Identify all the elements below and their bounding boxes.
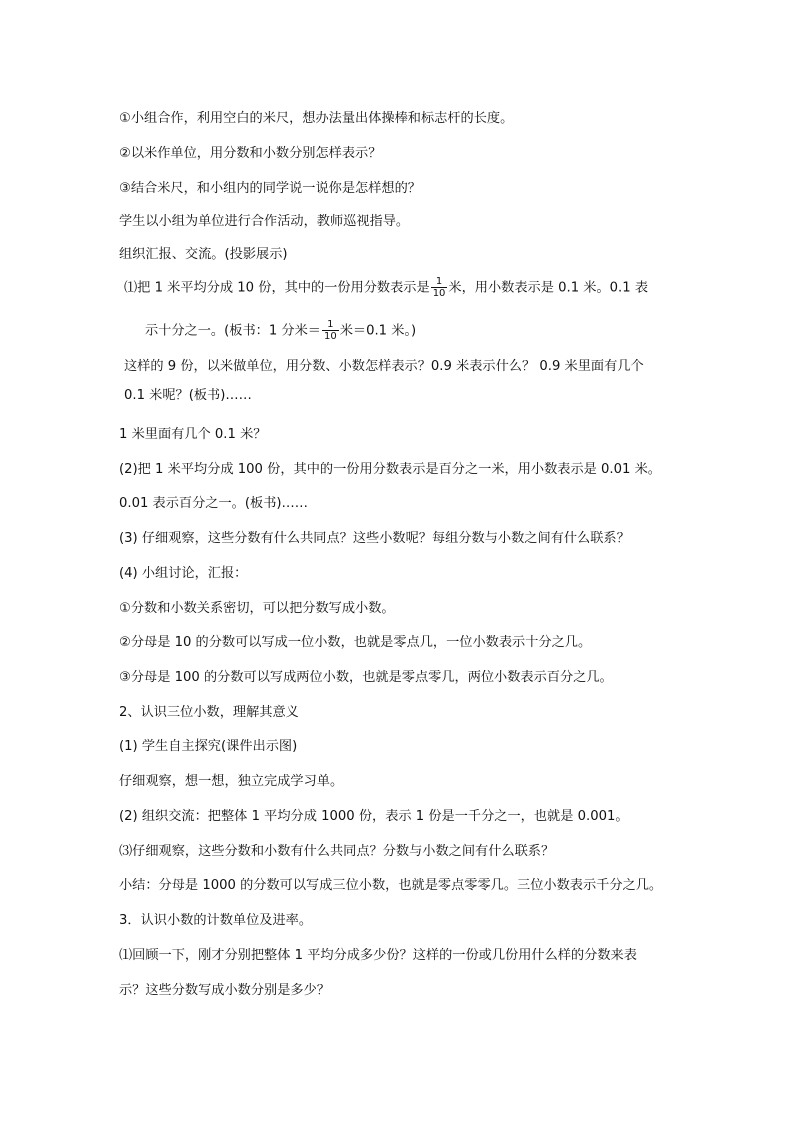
text-line-19: (1) 学生自主探究(课件出示图) (119, 739, 298, 754)
text-line-4: 学生以小组为单位进行合作活动，教师巡视指导。 (119, 214, 410, 229)
text-line-15: ①分数和小数关系密切，可以把分数写成小数。 (119, 601, 395, 616)
text-line-22: ⑶仔细观察，这些分数和小数有什么共同点？分数与小数之间有什么联系？ (119, 844, 555, 859)
fraction-one-tenth-2 (322, 319, 339, 342)
text-line-13: (3) 仔细观察，这些分数有什么共同点？这些小数呢？每组分数与小数之间有什么联系？ (119, 531, 630, 546)
text-line-8: 这样的 9 份，以米做单位，用分数、小数怎样表示？0.9 米表示什么？ 0.9 米里面有几个 (124, 359, 644, 374)
text-line-21: (2) 组织交流：把整体 1 平均分成 1000 份，表示 1 份是一千分之一，也就是 0.001。 (119, 809, 629, 824)
text-line-25: ⑴回顾一下，刚才分别把整体 1 平均分成多少份？这样的一份或几份用什么样的分数来表 (119, 948, 637, 963)
text-line-10: 1 米里面有几个 0.1 米？ (119, 427, 267, 442)
text-line-2: ②以米作单位，用分数和小数分别怎样表示？ (119, 146, 382, 161)
section-heading-2: 2、认识三位小数，理解其意义 (119, 705, 299, 720)
fraction-numerator: 1 (431, 276, 448, 288)
text-line-14: (4) 小组讨论，汇报： (119, 566, 248, 581)
text-line-3: ③结合米尺，和小组内的同学说一说你是怎样想的？ (119, 181, 421, 196)
text-line-5: 组织汇报、交流。(投影展示) (119, 247, 288, 262)
text-line-6 (124, 276, 648, 299)
text-line-17: ③分母是 100 的分数可以写成两位小数，也就是零点零几，两位小数表示百分之几。 (119, 670, 613, 685)
text-line-7-start: 示十分之一。(板书：1 分米＝ (145, 323, 321, 339)
text-line-16: ②分母是 10 的分数可以写成一位小数，也就是零点几，一位小数表示十分之几。 (119, 635, 592, 650)
text-line-20: 仔细观察，想一想，独立完成学习单。 (119, 774, 344, 789)
text-line-6-end: 米，用小数表示是 0.1 米。0.1 表 (448, 280, 649, 296)
fraction-denominator: 10 (432, 288, 446, 299)
text-line-6-start: ⑴把 1 米平均分成 10 份，其中的一份用分数表示是 (124, 280, 430, 296)
text-line-1: ①小组合作，利用空白的米尺，想办法量出体操棒和标志杆的长度。 (119, 111, 514, 126)
text-line-9: 0.1 米呢？(板书)…… (124, 388, 252, 403)
text-line-7-end: 米＝0.1 米。) (339, 323, 417, 339)
text-line-11: (2)把 1 米平均分成 100 份，其中的一份用分数表示是百分之一米，用小数表示是 0.01 米。 (119, 462, 661, 477)
fraction-numerator: 1 (322, 319, 339, 331)
section-heading-3: 3．认识小数的计数单位及进率。 (119, 913, 313, 928)
fraction-denominator: 10 (323, 331, 337, 342)
text-line-26: 示？这些分数写成小数分别是多少？ (119, 983, 330, 998)
fraction-one-tenth (431, 276, 448, 299)
text-line-12: 0.01 表示百分之一。(板书)…… (119, 496, 308, 511)
text-line-23: 小结：分母是 1000 的分数可以写成三位小数，也就是零点零零几。三位小数表示千分之几。 (119, 878, 663, 893)
text-line-7 (145, 319, 416, 342)
